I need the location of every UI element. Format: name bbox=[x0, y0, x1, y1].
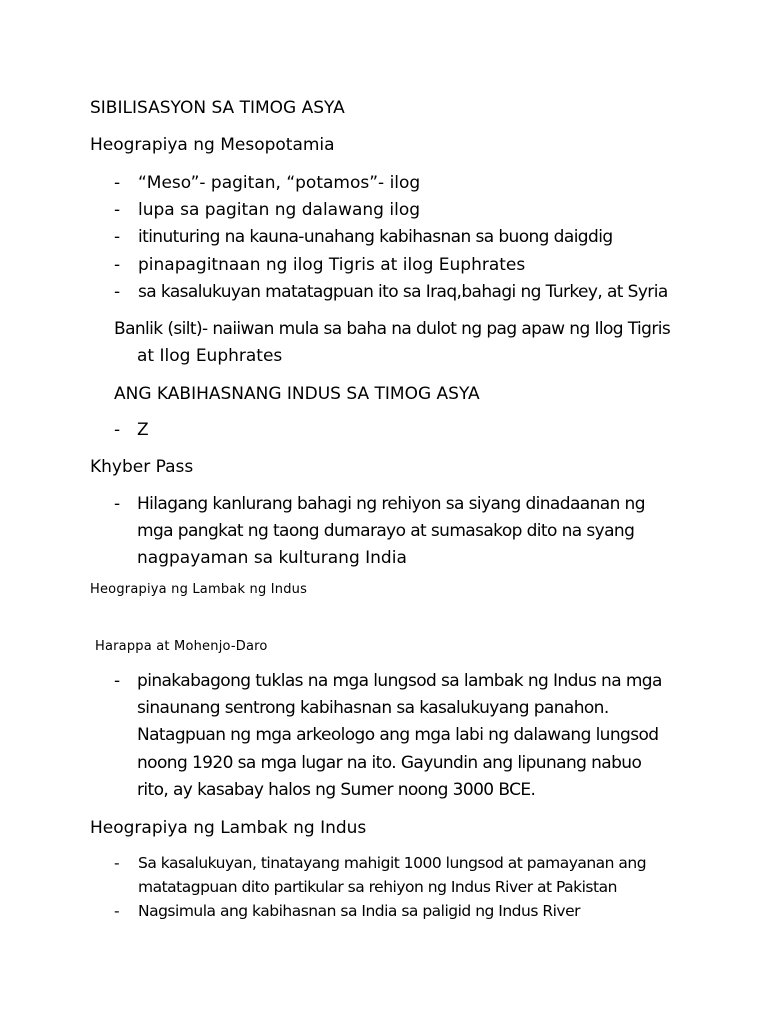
banlik-text-line-2: at Ilog Euphrates bbox=[137, 346, 283, 366]
list-item: pinapagitnaan ng ilog Tigris at ilog Euphrates bbox=[138, 255, 526, 275]
bullet-dash: - bbox=[114, 671, 121, 691]
bullet-dash: - bbox=[114, 173, 121, 193]
document-title: SIBILISASYON SA TIMOG ASYA bbox=[90, 98, 345, 118]
list-item: sa kasalukuyan matatagpuan ito sa Iraq,bahagi ng Turkey, at Syria bbox=[138, 282, 668, 302]
bullet-dash: - bbox=[114, 255, 121, 275]
list-item: itinuturing na kauna-unahang kabihasnan sa buong daigdig bbox=[138, 227, 613, 247]
lambak-bullet-1-line-1: Sa kasalukuyan, tinatayang mahigit 1000 lungsod at pamayanan ang bbox=[138, 854, 647, 872]
harappa-text-line-1: pinakabagong tuklas na mga lungsod sa lambak ng Indus na mga bbox=[137, 671, 662, 691]
lambak-bullet-1-line-2: matatagpuan dito partikular sa rehiyon ng Indus River at Pakistan bbox=[138, 878, 617, 896]
harappa-text-line-3: Natagpuan ng mga arkeologo ang mga labi ng dalawang lungsod bbox=[137, 725, 659, 745]
khyber-text-line-2: mga pangkat ng taong dumarayo at sumasakop dito na syang bbox=[137, 521, 635, 541]
lambak-bullet-2: Nagsimula ang kabihasnan sa India sa paligid ng Indus River bbox=[138, 902, 581, 920]
bullet-dash: - bbox=[114, 282, 121, 302]
khyber-text-line-3: nagpayaman sa kulturang India bbox=[137, 548, 407, 568]
bullet-dash: - bbox=[114, 854, 120, 872]
harappa-text-line-4: noong 1920 sa mga lugar na ito. Gayundin ang lipunang nabuo bbox=[137, 753, 642, 773]
mesopotamia-heading: Heograpiya ng Mesopotamia bbox=[90, 135, 335, 155]
bullet-dash: - bbox=[114, 420, 121, 440]
list-item: lupa sa pagitan ng dalawang ilog bbox=[138, 200, 421, 220]
khyber-heading: Khyber Pass bbox=[90, 457, 194, 477]
bullet-dash: - bbox=[114, 902, 120, 920]
indus-heading: ANG KABIHASNANG INDUS SA TIMOG ASYA bbox=[114, 384, 480, 404]
harappa-heading: Harappa at Mohenjo-Daro bbox=[95, 639, 268, 654]
harappa-text-line-5: rito, ay kasabay halos ng Sumer noong 3000 BCE. bbox=[137, 780, 536, 800]
khyber-text-line-1: Hilagang kanlurang bahagi ng rehiyon sa siyang dinadaanan ng bbox=[137, 494, 645, 514]
bullet-dash: - bbox=[114, 494, 121, 514]
lambak-heading: Heograpiya ng Lambak ng Indus bbox=[90, 818, 367, 838]
bullet-dash: - bbox=[114, 200, 121, 220]
banlik-text-line-1: Banlik (silt)- naiiwan mula sa baha na dulot ng pag apaw ng Ilog Tigris bbox=[114, 319, 671, 339]
list-item: “Meso”- pagitan, “potamos”- ilog bbox=[138, 173, 421, 193]
bullet-dash: - bbox=[114, 227, 121, 247]
harappa-text-line-2: sinaunang sentrong kabihasnan sa kasalukuyang panahon. bbox=[137, 698, 609, 718]
lambak-small-heading: Heograpiya ng Lambak ng Indus bbox=[90, 582, 308, 597]
list-item: Z bbox=[137, 420, 149, 440]
